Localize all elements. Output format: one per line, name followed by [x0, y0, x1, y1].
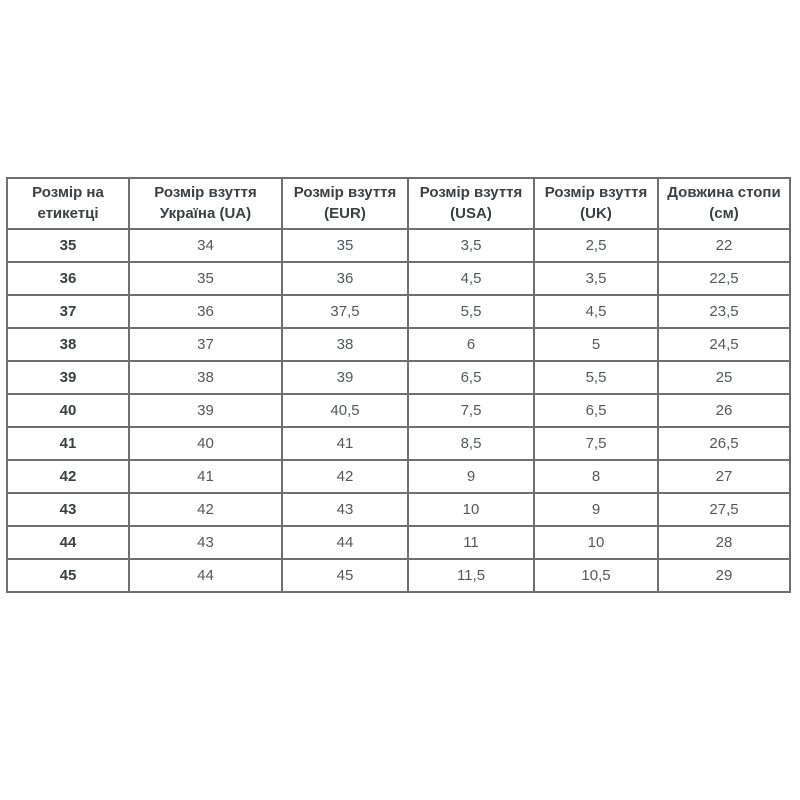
table-cell: 2,5: [534, 229, 658, 262]
table-row: [7, 394, 790, 427]
table-cell: 42: [129, 493, 282, 526]
table-row: [7, 361, 790, 394]
header-cell-ua-size: Розмір взуття Україна (UA): [129, 178, 282, 229]
row-label-cell: 43: [7, 493, 129, 526]
table-cell: 4,5: [534, 295, 658, 328]
row-label-cell: 40: [7, 394, 129, 427]
table-cell: 44: [129, 559, 282, 592]
table-cell: 11,5: [408, 559, 534, 592]
table-cell: 34: [129, 229, 282, 262]
row-label-cell: 38: [7, 328, 129, 361]
table-cell: 28: [658, 526, 790, 559]
table-cell: 3,5: [534, 262, 658, 295]
table-cell: 7,5: [408, 394, 534, 427]
header-cell-foot-length: Довжина стопи (см): [658, 178, 790, 229]
table-cell: 41: [129, 460, 282, 493]
table-cell: 5,5: [534, 361, 658, 394]
table-row: [7, 229, 790, 262]
table-cell: 6: [408, 328, 534, 361]
table-cell: 10,5: [534, 559, 658, 592]
table-header: [7, 178, 790, 229]
table-row: [7, 328, 790, 361]
table-cell: 7,5: [534, 427, 658, 460]
header-cell-usa-size: Розмір взуття (USA): [408, 178, 534, 229]
header-cell-label-size: Розмір на етикетці: [7, 178, 129, 229]
table-body: [7, 229, 790, 592]
table-cell: 37,5: [282, 295, 408, 328]
row-label-cell: 41: [7, 427, 129, 460]
table-row: [7, 559, 790, 592]
table-cell: 8: [534, 460, 658, 493]
table-cell: 39: [282, 361, 408, 394]
table-cell: 24,5: [658, 328, 790, 361]
table-row: [7, 427, 790, 460]
table-cell: 38: [282, 328, 408, 361]
table-cell: 9: [534, 493, 658, 526]
table-row: [7, 262, 790, 295]
row-label-cell: 45: [7, 559, 129, 592]
table-cell: 5: [534, 328, 658, 361]
table-row: [7, 493, 790, 526]
table-cell: 22,5: [658, 262, 790, 295]
table-cell: 27,5: [658, 493, 790, 526]
table-cell: 22: [658, 229, 790, 262]
table-cell: 40: [129, 427, 282, 460]
row-label-cell: 44: [7, 526, 129, 559]
table-cell: 6,5: [408, 361, 534, 394]
table-cell: 3,5: [408, 229, 534, 262]
table-cell: 36: [282, 262, 408, 295]
table-row: [7, 526, 790, 559]
header-cell-uk-size: Розмір взуття (UK): [534, 178, 658, 229]
table-cell: 44: [282, 526, 408, 559]
table-cell: 40,5: [282, 394, 408, 427]
table-cell: 11: [408, 526, 534, 559]
header-cell-eur-size: Розмір взуття (EUR): [282, 178, 408, 229]
table-cell: 42: [282, 460, 408, 493]
table-cell: 5,5: [408, 295, 534, 328]
table-cell: 4,5: [408, 262, 534, 295]
row-label-cell: 35: [7, 229, 129, 262]
table-cell: 23,5: [658, 295, 790, 328]
table-cell: 25: [658, 361, 790, 394]
table-cell: 9: [408, 460, 534, 493]
table-cell: 6,5: [534, 394, 658, 427]
table-cell: 35: [129, 262, 282, 295]
table-row: [7, 295, 790, 328]
shoe-size-conversion-table: [6, 177, 791, 593]
table-cell: 35: [282, 229, 408, 262]
row-label-cell: 42: [7, 460, 129, 493]
table-cell: 29: [658, 559, 790, 592]
table-cell: 27: [658, 460, 790, 493]
table-cell: 43: [282, 493, 408, 526]
row-label-cell: 39: [7, 361, 129, 394]
row-label-cell: 37: [7, 295, 129, 328]
table-cell: 45: [282, 559, 408, 592]
table-cell: 43: [129, 526, 282, 559]
table-cell: 39: [129, 394, 282, 427]
table-row: [7, 460, 790, 493]
table-cell: 8,5: [408, 427, 534, 460]
table-cell: 26: [658, 394, 790, 427]
table-cell: 10: [408, 493, 534, 526]
table-cell: 10: [534, 526, 658, 559]
row-label-cell: 36: [7, 262, 129, 295]
table-cell: 26,5: [658, 427, 790, 460]
table-cell: 37: [129, 328, 282, 361]
table-cell: 38: [129, 361, 282, 394]
table-cell: 41: [282, 427, 408, 460]
table-cell: 36: [129, 295, 282, 328]
header-row: [7, 178, 790, 229]
